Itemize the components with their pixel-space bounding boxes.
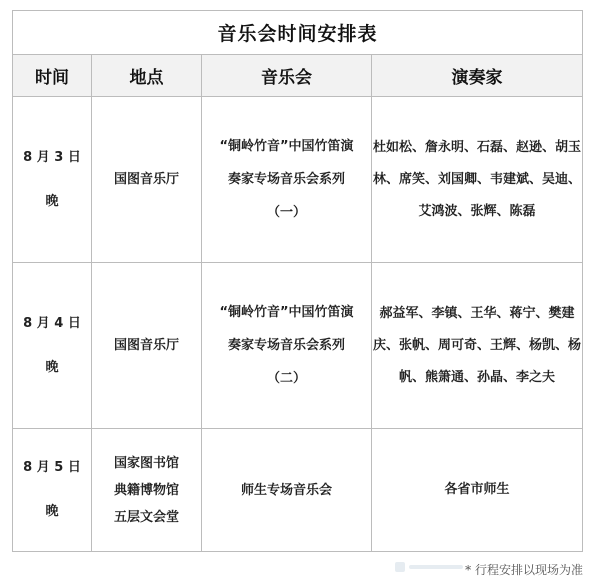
concert-line: 奏家专场音乐会系列 <box>227 338 345 353</box>
date-text: 8 月 3 日 <box>23 149 81 165</box>
time-cell <box>13 97 92 263</box>
concert-cell <box>202 263 372 429</box>
concert-line: 师生专场音乐会 <box>240 482 332 498</box>
concert-line: （一） <box>266 205 306 220</box>
concert-line: “铜岭竹音”中国竹笛演 <box>219 139 354 154</box>
venue-line: 国图音乐厅 <box>113 172 179 187</box>
venue-line: 国家图书馆 <box>113 455 179 471</box>
header-time: 时间 <box>13 55 92 97</box>
concert-cell <box>202 429 372 552</box>
period-text: 晚 <box>45 193 59 209</box>
watermark-logo <box>395 560 465 574</box>
table-row <box>13 263 583 429</box>
header-row <box>13 55 583 97</box>
schedule-table <box>12 10 583 552</box>
header-venue: 地点 <box>92 55 202 97</box>
period-text: 晚 <box>45 359 59 375</box>
time-cell <box>13 263 92 429</box>
concert-cell <box>202 97 372 263</box>
venue-cell <box>92 263 202 429</box>
concert-line: 奏家专场音乐会系列 <box>227 172 345 187</box>
performers-cell: 杜如松、詹永明、石磊、赵逊、胡玉林、席笑、刘国卿、韦建斌、吴迪、艾鸿波、张辉、陈磊 <box>372 97 583 263</box>
date-text: 8 月 4 日 <box>23 315 81 331</box>
table-row <box>13 429 583 552</box>
date-text: 8 月 5 日 <box>23 460 81 475</box>
venue-cell <box>92 97 202 263</box>
performers-cell: 各省市师生 <box>372 429 583 552</box>
venue-line: 国图音乐厅 <box>113 338 179 353</box>
concert-line: “铜岭竹音”中国竹笛演 <box>219 305 354 320</box>
venue-line: 典籍博物馆 <box>113 482 179 498</box>
table-row <box>13 97 583 263</box>
concert-line: （二） <box>266 371 306 386</box>
table-title: 音乐会时间安排表 <box>13 11 583 55</box>
footnote: * 行程安排以现场为准 <box>465 563 583 577</box>
time-cell <box>13 429 92 552</box>
header-performers: 演奏家 <box>372 55 583 97</box>
header-concert: 音乐会 <box>202 55 372 97</box>
performers-cell: 郝益军、李镇、王华、蒋宁、樊建庆、张帆、周可奇、王辉、杨凯、杨帆、熊箫通、孙晶、李之夫 <box>372 263 583 429</box>
venue-cell <box>92 429 202 552</box>
venue-line: 五层文会堂 <box>113 509 179 525</box>
period-text: 晚 <box>45 504 59 519</box>
